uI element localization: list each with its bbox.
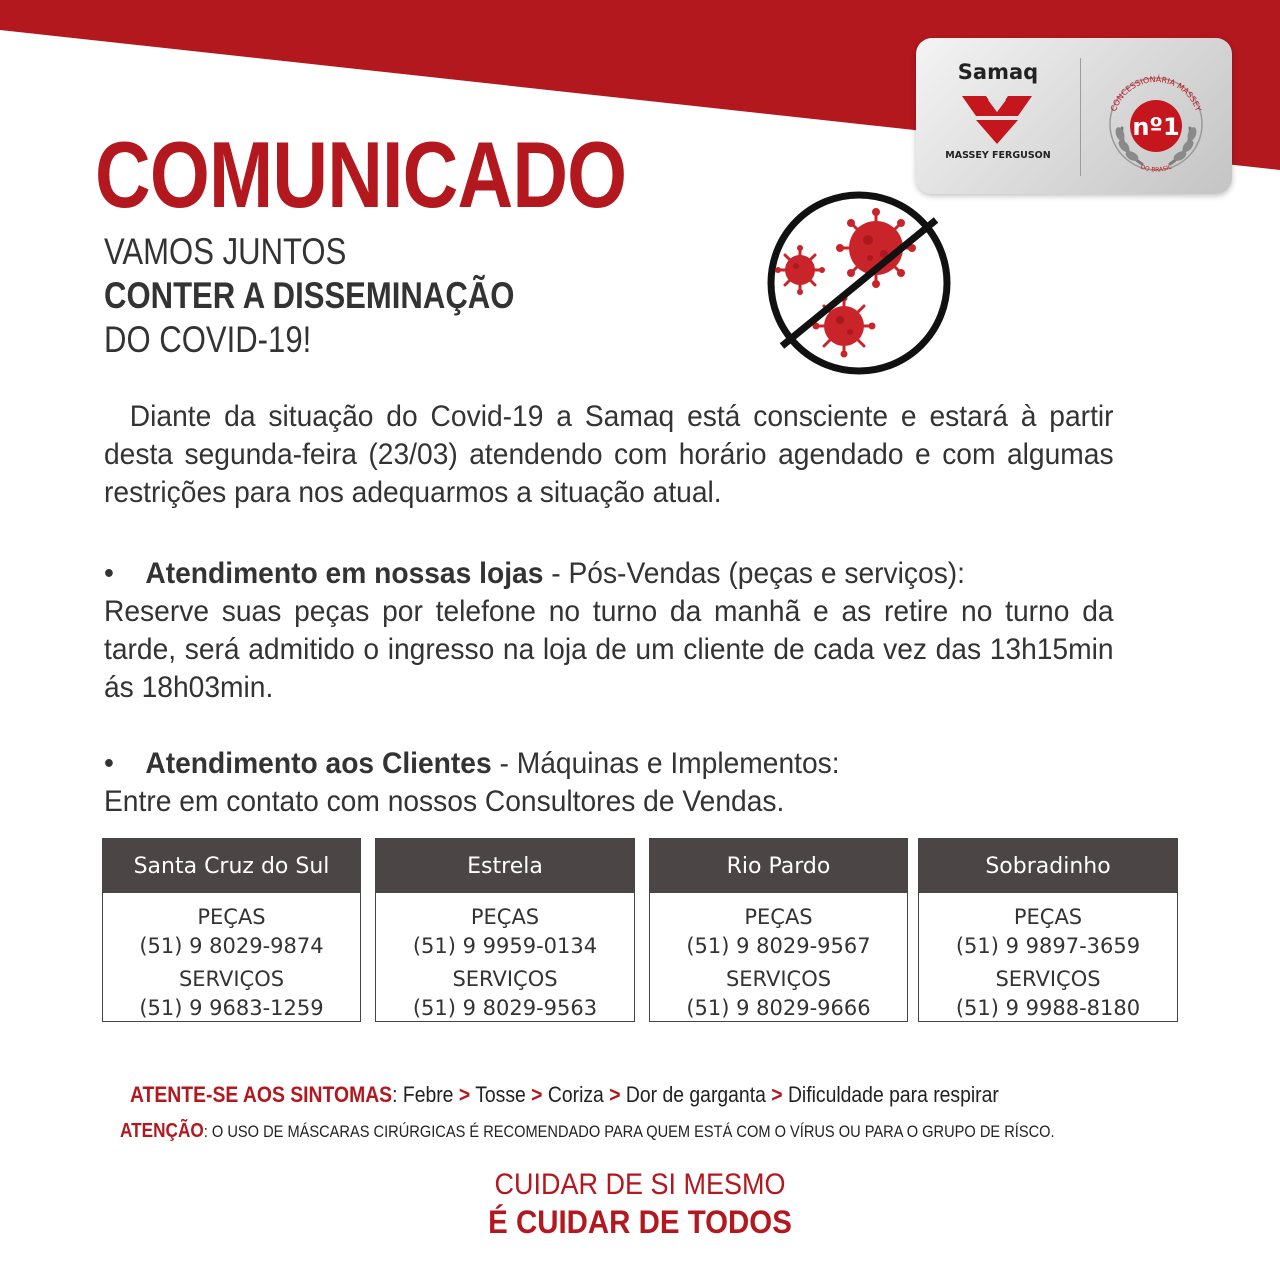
parts-phone: (51) 9 8029-9874	[139, 934, 324, 958]
symptom-item: Dificuldade para respirar	[787, 1082, 999, 1107]
massey-ferguson-text: MASSEY FERGUSON	[945, 150, 1051, 161]
logo-divider	[1080, 58, 1081, 176]
service-label: SERVIÇOS	[452, 967, 558, 991]
symptom-item: Dor de garganta	[625, 1082, 766, 1107]
bullet-stores-title: Atendimento em nossas lojas	[145, 557, 544, 590]
massey-ferguson-logo-icon	[960, 94, 1034, 146]
bullet-stores-subtitle: - Pós-Vendas (peças e serviços):	[543, 557, 966, 590]
service-phone: (51) 9 9988-8180	[955, 996, 1141, 1020]
bullet-dot-icon: •	[104, 747, 114, 780]
bullet-clients-text: Entre em contato com nossos Consultores de Vendas.	[104, 785, 785, 818]
bullet-clients	[104, 745, 1114, 821]
symptoms-line: ATENTE-SE AOS SINTOMAS: Febre > Tosse > Coriza > Dor de garganta > Dificuldade para respirar	[130, 1082, 999, 1107]
parts-phone: (51) 9 9897-3659	[955, 934, 1141, 958]
bullet-clients-title: Atendimento aos Clientes	[145, 747, 492, 780]
subtitle-line-3: DO COVID-19!	[104, 319, 312, 360]
subtitle-line-2: CONTER A DISSEMINAÇÃO	[104, 275, 515, 316]
bullet-clients-heading	[104, 745, 1114, 783]
bullet-stores	[104, 555, 1114, 707]
service-phone: (51) 9 9683-1259	[139, 996, 324, 1020]
symptoms-label: ATENTE-SE AOS SINTOMAS	[130, 1082, 393, 1107]
intro-paragraph	[104, 398, 1114, 512]
footer-line-2: É CUIDAR DE TODOS	[488, 1204, 792, 1240]
attention-text: : O USO DE MÁSCARAS CIRÚRGICAS É RECOMENDADO PARA QUEM ESTÁ COM O VÍRUS OU PARA O GRUPO DE RÍSCO.	[203, 1122, 1055, 1141]
parts-phone: (51) 9 9959-0134	[412, 934, 598, 958]
seal-top-text: CONCESSIONÁRIA MASSEY	[1109, 74, 1203, 113]
symptom-item: Tosse	[475, 1082, 526, 1107]
footer-line-1: CUIDAR DE SI MESMO	[494, 1168, 786, 1201]
service-phone: (51) 9 8029-9563	[412, 996, 598, 1020]
service-label: SERVIÇOS	[178, 967, 285, 991]
page-title: COMUNICADO	[95, 122, 627, 227]
parts-label: PEÇAS	[744, 905, 813, 929]
chevron-right-icon: >	[531, 1082, 543, 1107]
samaq-logo-text: Samaq	[957, 60, 1039, 84]
chevron-right-icon: >	[609, 1082, 621, 1107]
symptom-item: Coriza	[547, 1082, 604, 1107]
attention-line	[120, 1120, 1055, 1143]
parts-label: PEÇAS	[197, 905, 266, 929]
chevron-right-icon: >	[458, 1082, 471, 1107]
parts-label: PEÇAS	[1013, 905, 1083, 929]
parts-label: PEÇAS	[470, 905, 540, 929]
no-virus-icon	[764, 188, 954, 378]
bullet-stores-text: Reserve suas peças por telefone no turno da manhã e as retire no turno da tarde, será admitido o ingresso na loja de um cliente de cada vez das 13h15min ás 18h03min.	[104, 595, 1114, 704]
store-name: Estrela	[376, 839, 634, 893]
store-name: Santa Cruz do Sul	[103, 839, 360, 893]
attention-label: ATENÇÃO	[120, 1120, 204, 1142]
seal-number-text: nº1	[1132, 113, 1180, 141]
store-card	[375, 838, 635, 1022]
bullet-stores-heading	[104, 555, 1114, 593]
store-card	[649, 838, 908, 1022]
service-label: SERVIÇOS	[995, 967, 1101, 991]
symptom-item: Febre	[402, 1082, 454, 1107]
store-card	[102, 838, 361, 1022]
store-name: Sobradinho	[919, 839, 1177, 893]
bullet-clients-subtitle: - Máquinas e Implementos:	[491, 747, 840, 780]
subtitle	[104, 230, 514, 362]
number-one-seal-icon	[1096, 66, 1216, 186]
store-card	[918, 838, 1178, 1022]
service-phone: (51) 9 8029-9666	[686, 996, 871, 1020]
store-name: Rio Pardo	[650, 839, 907, 893]
subtitle-line-1: VAMOS JUNTOS	[104, 231, 347, 272]
bullet-dot-icon: •	[104, 557, 114, 590]
svg-text:DO BRASIL	[1139, 163, 1173, 173]
chevron-right-icon: >	[771, 1082, 783, 1107]
parts-phone: (51) 9 8029-9567	[686, 934, 871, 958]
service-label: SERVIÇOS	[725, 967, 832, 991]
intro-text: Diante da situação do Covid-19 a Samaq está consciente e estará à partir desta segunda-feira (23/03) atendendo com horário agendado e com algumas restrições para nos adequarmos a situação atual.	[104, 400, 1114, 509]
seal-bottom-text: DO BRASIL	[1139, 163, 1173, 174]
